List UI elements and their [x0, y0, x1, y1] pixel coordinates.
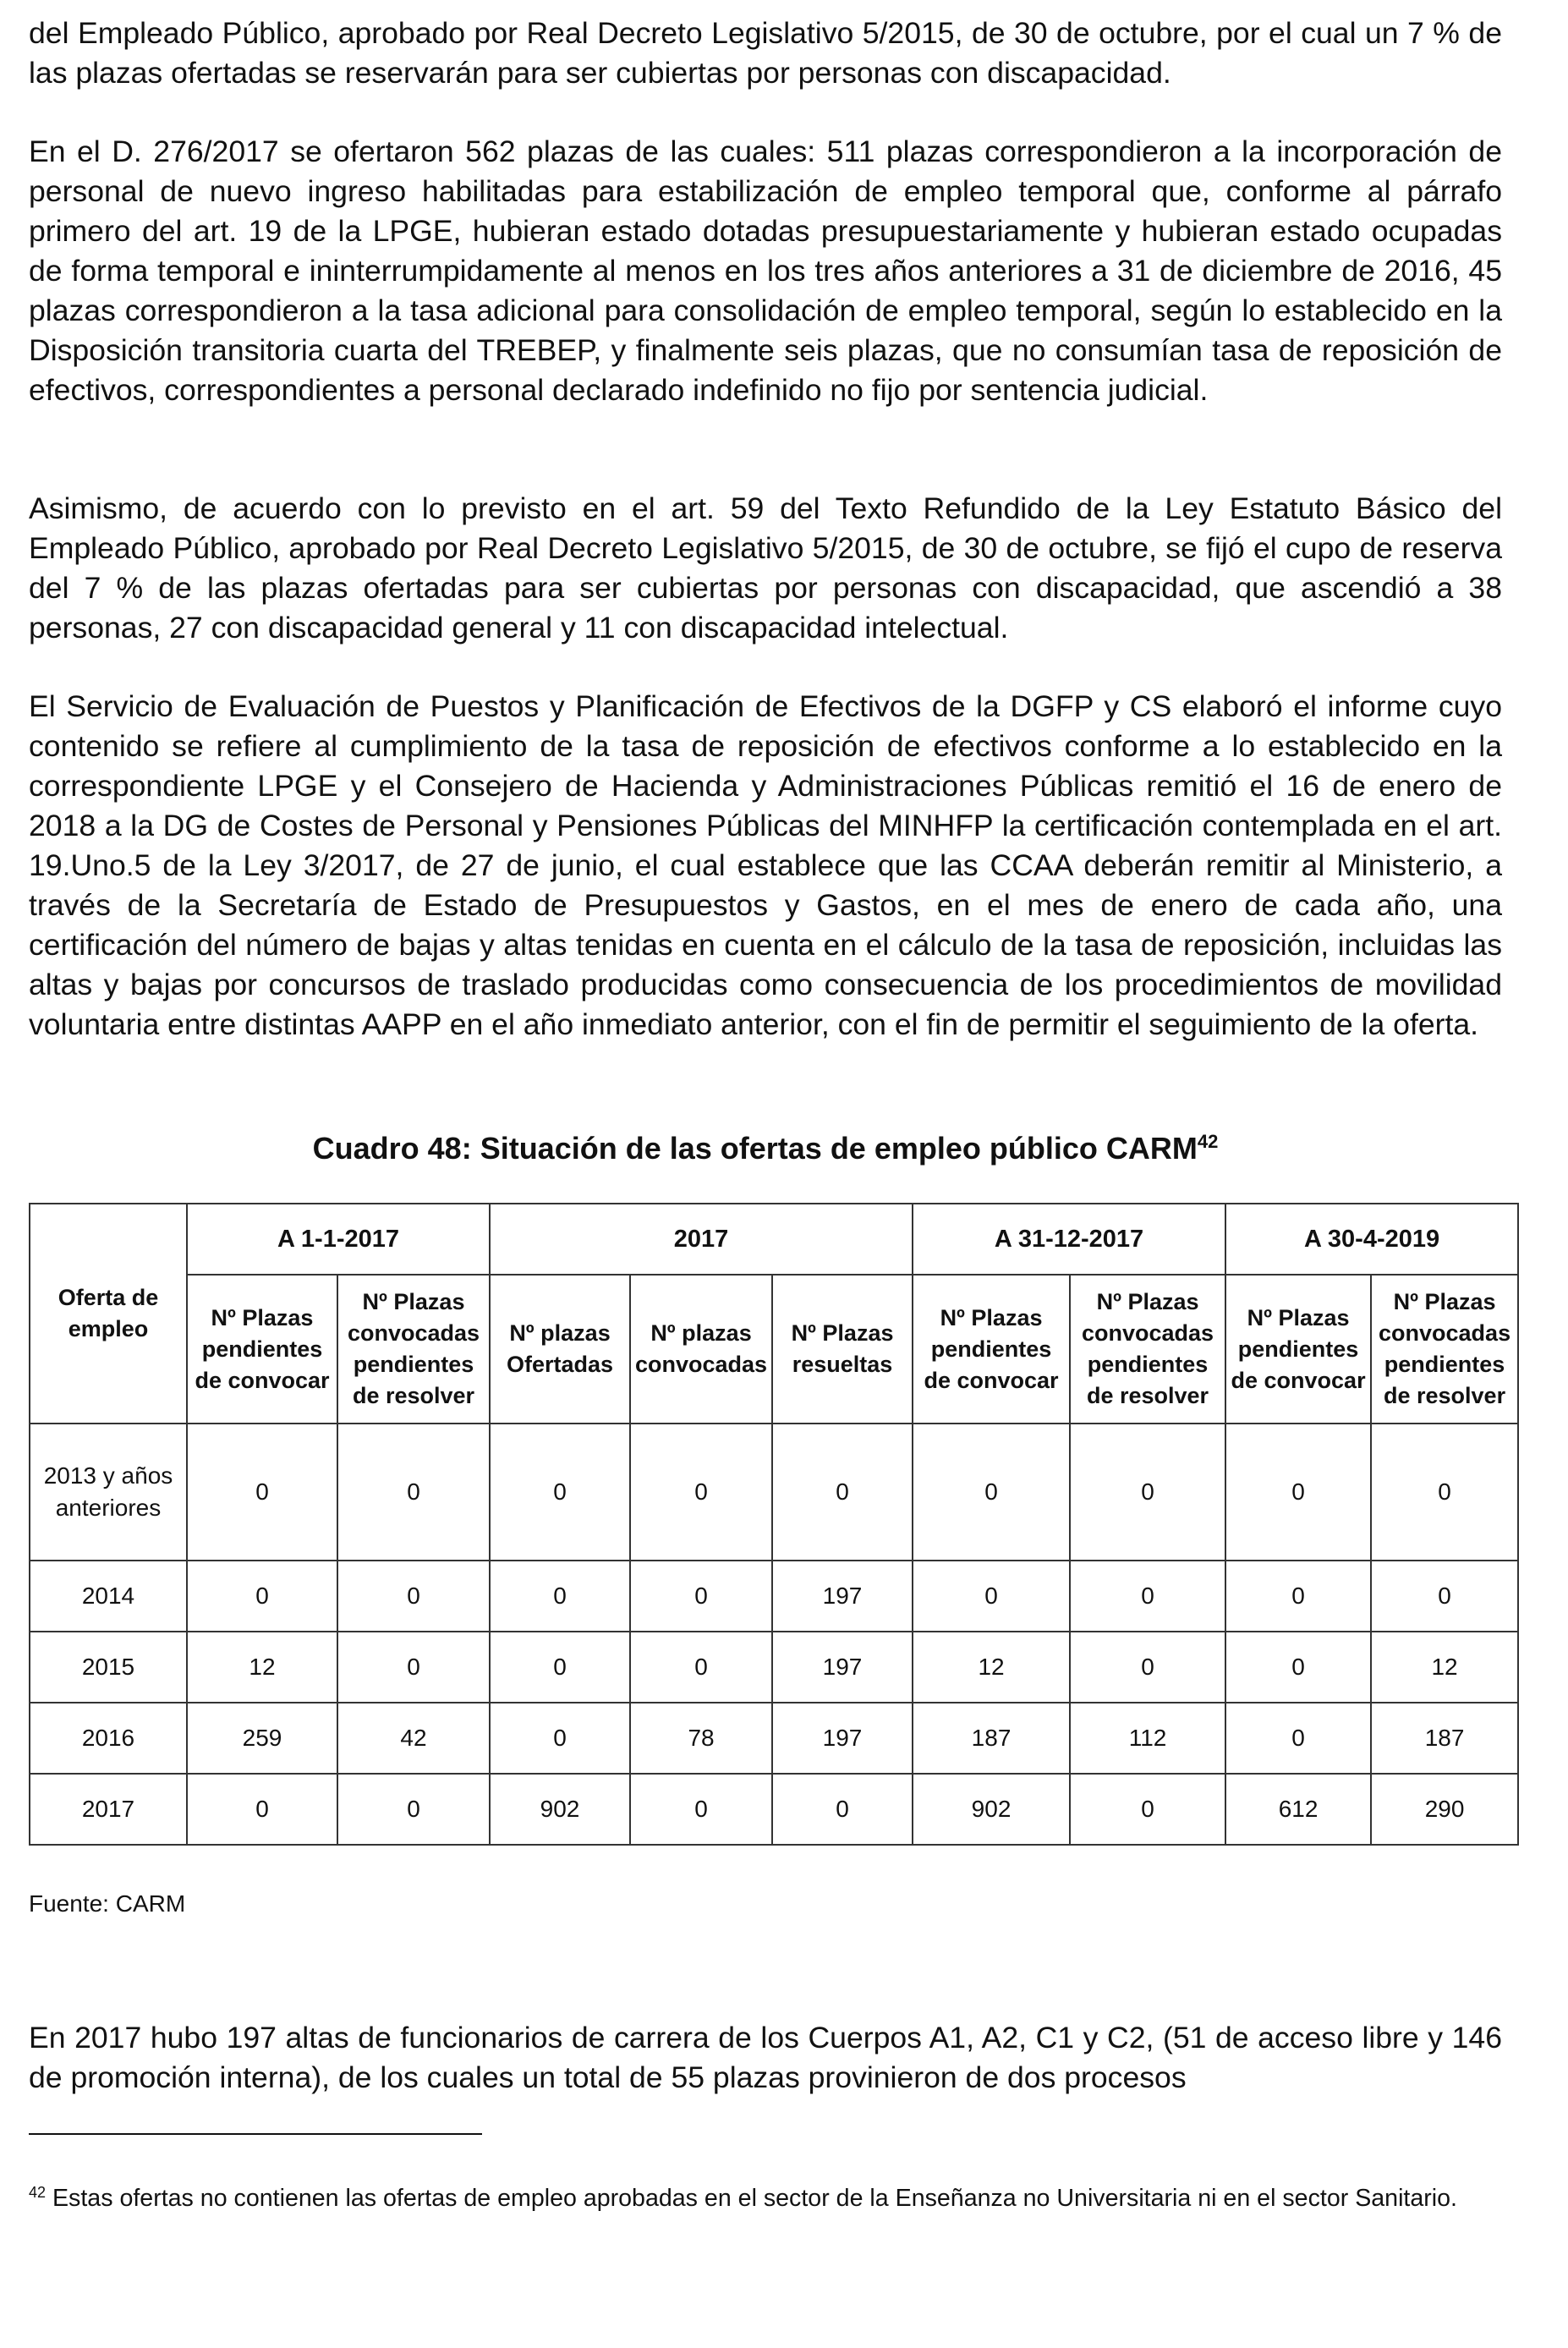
- table-cell: 902: [913, 1774, 1070, 1845]
- column-header: Nº Plazas pendientes de convocar: [1225, 1275, 1371, 1424]
- table-cell: 0: [1225, 1632, 1371, 1703]
- paragraph-tasa-reposicion: El Servicio de Evaluación de Puestos y Planificación de Efectivos de la DGFP y CS elaboró el informe cuyo contenido se refiere al cumplimiento de la tasa de reposición de efectivos conforme a lo establecido en la correspondiente LPGE y el Consejero de Hacienda y Administraciones Públicas remitió el 16 de enero de 2018 a la DG de Costes de Personal y Pensiones Públicas del MINHFP la certificación contemplada en el art. 19.Uno.5 de la Ley 3/2017, de 27 de junio, el cual establece que las CCAA deberán remitir al Ministerio, a través de la Secretaría de Estado de Presupuestos y Gastos, en el mes de enero de cada año, una certificación del número de bajas y altas tenidas en cuenta en el cálculo de la tasa de reposición, incluidas las altas y bajas por concursos de traslado producidas como consecuencia de los procedimientos de movilidad voluntaria entre distintas AAPP en el año inmediato anterior, con el fin de permitir el seguimiento de la oferta.: [29, 689, 1502, 1041]
- table-cell: 0: [490, 1424, 630, 1561]
- table-cell: 0: [1070, 1424, 1225, 1561]
- table-cell: 0: [1225, 1703, 1371, 1774]
- table-cell: 0: [1225, 1561, 1371, 1632]
- group-header: A 30-4-2019: [1225, 1204, 1518, 1275]
- row-header-label: Oferta de empleo: [30, 1204, 187, 1424]
- table-cell: 0: [1070, 1632, 1225, 1703]
- column-header: Nº Plazas convocadas pendientes de resolver: [1070, 1275, 1225, 1424]
- group-header: A 31-12-2017: [913, 1204, 1225, 1275]
- group-header: 2017: [490, 1204, 913, 1275]
- table-cell: 0: [490, 1561, 630, 1632]
- column-header: Nº Plazas resueltas: [772, 1275, 913, 1424]
- table-cell: 0: [772, 1774, 913, 1845]
- table-cell: 0: [913, 1561, 1070, 1632]
- footnote-separator: [29, 2133, 482, 2135]
- table-header-row: [30, 1204, 1518, 1275]
- footnote-text: Estas ofertas no contienen las ofertas de empleo aprobadas en el sector de la Enseñanza no Universitaria ni en el sector Sanitario.: [52, 2185, 1457, 2212]
- table-cell: 0: [1371, 1424, 1518, 1561]
- table-row: [30, 1424, 1518, 1561]
- column-header: Nº Plazas pendientes de convocar: [913, 1275, 1070, 1424]
- table-cell: 0: [630, 1424, 772, 1561]
- table-cell: 0: [1225, 1424, 1371, 1561]
- column-header: Nº plazas convocadas: [630, 1275, 772, 1424]
- table-cell: 197: [772, 1703, 913, 1774]
- ofertas-empleo-table: [29, 1203, 1519, 1846]
- table-cell: 0: [187, 1774, 337, 1845]
- paragraph-reserva-discapacidad: Asimismo, de acuerdo con lo previsto en el art. 59 del Texto Refundido de la Ley Estatuto Básico del Empleado Público, aprobado por Real Decreto Legislativo 5/2015, de 30 de octubre, se fijó el cupo de reserva del 7 % de las plazas ofertadas para ser cubiertas por personas con discapacidad, que ascendió a 38 personas, 27 con discapacidad general y 11 con discapacidad intelectual.: [29, 491, 1502, 645]
- row-label: 2017: [30, 1774, 187, 1845]
- paragraph-d-276-2017: En el D. 276/2017 se ofertaron 562 plazas de las cuales: 511 plazas correspondieron a la incorporación de personal de nuevo ingreso habilitadas para estabilización de empleo temporal que, conforme al párrafo primero del art. 19 de la LPGE, hubieran estado dotadas presupuestariamente y hubieran estado ocupadas de forma temporal e ininterrumpidamente al menos en los tres años anteriores a 31 de diciembre de 2016, 45 plazas correspondieron a la tasa adicional para consolidación de empleo temporal, según lo establecido en la Disposición transitoria cuarta del TREBEP, y finalmente seis plazas, que no consumían tasa de reposición de efectivos, correspondientes a personal declarado indefinido no fijo por sentencia judicial.: [29, 134, 1502, 407]
- table-cell: 197: [772, 1561, 913, 1632]
- table-cell: 0: [1070, 1561, 1225, 1632]
- row-label: 2014: [30, 1561, 187, 1632]
- footnote-number: 42: [29, 2184, 47, 2201]
- table-cell: 0: [1070, 1774, 1225, 1845]
- table-cell: 0: [337, 1632, 490, 1703]
- footnote: [29, 2182, 1502, 2214]
- table-cell: 0: [772, 1424, 913, 1561]
- table-cell: 0: [187, 1424, 337, 1561]
- footnote-ref: 42: [1197, 1131, 1219, 1152]
- column-header: Nº Plazas convocadas pendientes de resolver: [1371, 1275, 1518, 1424]
- table-cell: 0: [490, 1703, 630, 1774]
- paragraph-continuation: del Empleado Público, aprobado por Real Decreto Legislativo 5/2015, de 30 de octubre, por el cual un 7 % de las plazas ofertadas se reservarán para ser cubiertas por personas con discapacidad.: [29, 16, 1502, 90]
- table-cell: 42: [337, 1703, 490, 1774]
- column-header: Nº plazas Ofertadas: [490, 1275, 630, 1424]
- table-cell: 612: [1225, 1774, 1371, 1845]
- table-cell: 0: [187, 1561, 337, 1632]
- table-subheader-row: [30, 1275, 1518, 1424]
- table-cell: 78: [630, 1703, 772, 1774]
- paragraph-altas-2017: En 2017 hubo 197 altas de funcionarios de carrera de los Cuerpos A1, A2, C1 y C2, (51 de acceso libre y 146 de promoción interna), de los cuales un total de 55 plazas provinieron de dos procesos: [29, 2021, 1502, 2094]
- table-caption-text: Cuadro 48: Situación de las ofertas de empleo público CARM: [312, 1131, 1198, 1166]
- table-cell: 0: [337, 1561, 490, 1632]
- table-cell: 0: [913, 1424, 1070, 1561]
- column-header: Nº Plazas pendientes de convocar: [187, 1275, 337, 1424]
- table-source: Fuente: CARM: [29, 1890, 186, 1917]
- table-cell: 187: [913, 1703, 1070, 1774]
- table-row: [30, 1703, 1518, 1774]
- table-caption: [29, 1128, 1502, 1169]
- table-cell: 187: [1371, 1703, 1518, 1774]
- table-cell: 0: [630, 1774, 772, 1845]
- table-row: [30, 1632, 1518, 1703]
- table-cell: 0: [337, 1774, 490, 1845]
- table-cell: 197: [772, 1632, 913, 1703]
- table-cell: 0: [630, 1561, 772, 1632]
- table-cell: 12: [913, 1632, 1070, 1703]
- table-cell: 290: [1371, 1774, 1518, 1845]
- table-cell: 112: [1070, 1703, 1225, 1774]
- column-header: Nº Plazas convocadas pendientes de resolver: [337, 1275, 490, 1424]
- table-cell: 902: [490, 1774, 630, 1845]
- row-label: 2013 y años anteriores: [30, 1424, 187, 1561]
- table-cell: 0: [630, 1632, 772, 1703]
- row-label: 2016: [30, 1703, 187, 1774]
- table-cell: 12: [187, 1632, 337, 1703]
- table-row: [30, 1561, 1518, 1632]
- table-cell: 0: [1371, 1561, 1518, 1632]
- row-label: 2015: [30, 1632, 187, 1703]
- group-header: A 1-1-2017: [187, 1204, 490, 1275]
- table-cell: 0: [337, 1424, 490, 1561]
- table-row: [30, 1774, 1518, 1845]
- table-cell: 259: [187, 1703, 337, 1774]
- table-cell: 12: [1371, 1632, 1518, 1703]
- table-cell: 0: [490, 1632, 630, 1703]
